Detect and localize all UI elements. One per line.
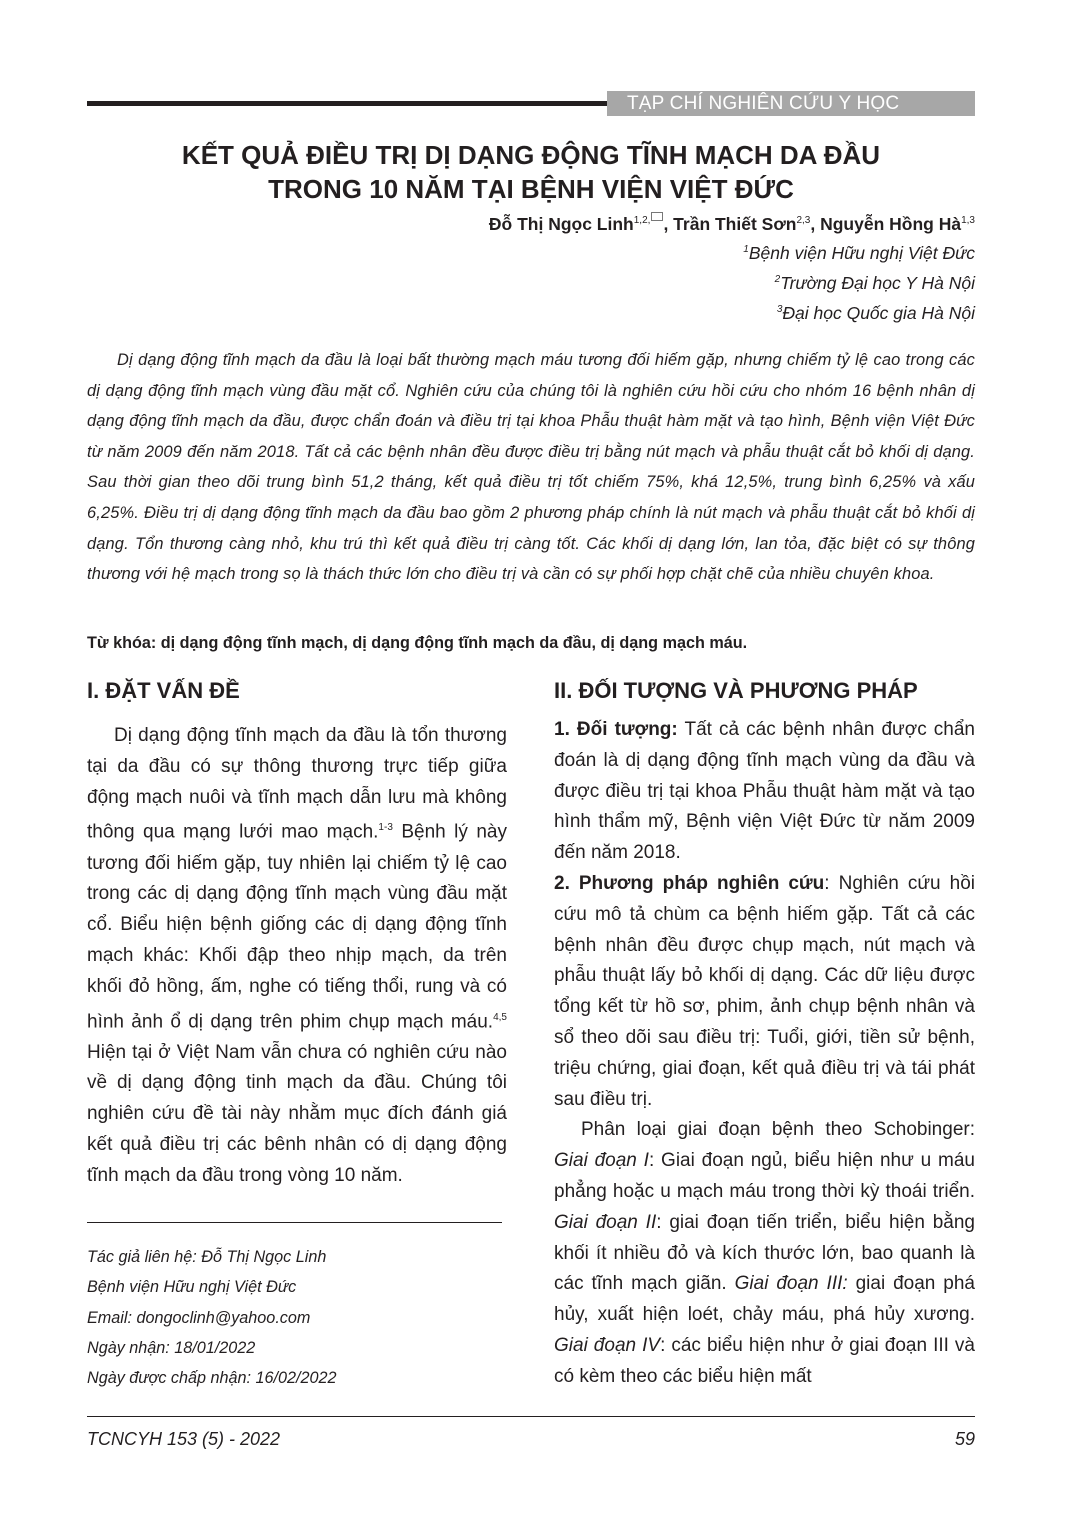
paragraph <box>554 1115 975 1392</box>
affiliation <box>743 243 975 264</box>
keywords: Từ khóa: dị dạng động tĩnh mạch, dị dạng động tĩnh mạch da đầu, dị dạng mạch máu. <box>87 634 748 652</box>
affiliation <box>775 273 975 294</box>
date-received: Ngày nhận: 18/01/2022 <box>87 1338 256 1357</box>
page-number: 59 <box>954 1429 975 1449</box>
correspondence-notes <box>87 1242 337 1393</box>
citation-ref: 4,5 <box>493 1011 507 1023</box>
header-rule <box>87 101 607 106</box>
affiliation-mark: 2 <box>774 274 781 286</box>
title-line-1: KẾT QUẢ ĐIỀU TRỊ DỊ DẠNG ĐỘNG TĨNH MẠCH DA ĐẦU <box>181 140 881 170</box>
affiliation-text: Đại học Quốc gia Hà Nội <box>782 303 975 323</box>
paragraph <box>554 715 975 869</box>
section-2-body <box>554 715 975 1393</box>
envelope-icon <box>651 212 663 221</box>
paragraph-text: giai đoạn phá hủy, xuất hiện loét, chảy máu, phá hủy xương. <box>554 1273 975 1326</box>
paragraph-text: Dị dạng động tĩnh mạch da đầu là tổn thương tại da đầu có sự thông thương trực tiếp giữa động mạch nuôi và tĩnh mạch dẫn lưu mà không thông qua mạng lưới mao mạch. <box>87 725 507 843</box>
contact-email: Email: dongoclinh@yahoo.com <box>87 1308 311 1327</box>
section-heading: I. ĐẶT VẤN ĐỀ <box>87 678 240 703</box>
paragraph-text: Bệnh lý này tương đối hiếm gặp, tuy nhiên lại chiếm tỷ lệ cao trong các dị dạng động tĩnh mạch vùng đầu mặt cổ. Biểu hiện bệnh giống các dị dạng động tĩnh mạch khác: Khối đập theo nhịp mạch, da trên khối đỏ hồng, ấm, nghe có tiếng thổi, rung và có hình ảnh ổ dị dạng trên phim chụp mạch máu. <box>87 821 507 1032</box>
author-affiliation-mark: 1,3 <box>961 215 975 227</box>
paragraph <box>87 721 507 1192</box>
author-list: Đỗ Thị Ngọc Linh$^{1,2,}$ , Trần Thiết Sơn$^{2,3}$, Nguyễn Hồng Hà$^{1,3}$ <box>488 214 975 234</box>
contact-institution: Bệnh viện Hữu nghị Việt Đức <box>87 1278 297 1297</box>
date-accepted: Ngày được chấp nhận: 16/02/2022 <box>87 1369 337 1388</box>
subsection-label: 2. Phương pháp nghiên cứu <box>554 872 825 894</box>
article-title <box>87 138 975 206</box>
author-name: Nguyễn Hồng Hà <box>820 214 962 234</box>
paragraph-text: Hiện tại ở Việt Nam vẫn chưa có nghiên cứu nào về dị dạng động tinh mạch da đầu. Chúng tôi nghiên cứu đề tài này nhằm mục đích đánh giá kết quả điều trị các bênh nhân có dị dạng động tĩnh mạch da đầu trong vòng 10 năm. <box>87 1041 507 1186</box>
stage-label: Giai đoạn I <box>554 1150 649 1172</box>
paragraph <box>554 869 975 1115</box>
section-heading: II. ĐỐI TƯỢNG VÀ PHƯƠNG PHÁP <box>554 678 918 703</box>
subsection-label: 1. Đối tượng: <box>554 719 678 740</box>
paragraph-text: Tất cả các bệnh nhân được chẩn đoán là dị dạng động tĩnh mạch vùng da đầu và được điều trị tại khoa Phẫu thuật hàm mặt và tạo hình thẩm mỹ, Bệnh viện Việt Đức từ năm 2009 đến năm 2018. <box>554 719 975 864</box>
abstract: Dị dạng động tĩnh mạch da đầu là loại bất thường mạch máu tương đối hiếm gặp, nhưng chiếm tỷ lệ cao trong các dị dạng động tĩnh mạch vùng đầu mặt cổ. Nghiên cứu của chúng tôi là nghiên cứu hồi cứu cho nhóm 16 bệnh nhân dị dạng động tĩnh mạch da đầu, được chẩn đoán và điều trị tại khoa Phẫu thuật hàm mặt và tạo hình, Bệnh viện Việt Đức từ năm 2009 đến năm 2018. Tất cả các bệnh nhân đều được điều trị bằng nút mạch và phẫu thuật cắt bỏ khối dị dạng. Sau thời gian theo dõi trung bình 51,2 tháng, kết quả điều trị tốt chiếm 75%, khá 12,5%, trung bình 6,25% và xấu 6,25%. Điều trị dị dạng động tĩnh mạch da đầu bao gồm 2 phương pháp chính là nút mạch và phẫu thuật cắt bỏ khối dị dạng. Tổn thương càng nhỏ, khu trú thì kết quả điều trị càng tốt. Các khối dị dạng lớn, lan tỏa, đặc biệt có sự thông thương với hệ mạch trong sọ là thách thức lớn cho điều trị và cần có sự phối hợp chặt chẽ của nhiều chuyên khoa. <box>87 351 975 584</box>
affiliation <box>777 303 975 324</box>
stage-label: Giai đoạn III: <box>734 1273 848 1295</box>
author-affiliation-mark: 2,3 <box>796 215 811 227</box>
paragraph-text: : Nghiên cứu hồi cứu mô tả chùm ca bệnh hiếm gặp. Tất cả các bệnh nhân đều được chụp mạch, nút mạch và phẫu thuật lấy bỏ khối dị dạng. Các dữ liệu được tổng kết từ hồ sơ, phim, ảnh chụp bệnh nhân và sổ theo dõi sau điều trị: Tuổi, giới, tiền sử bệnh, triệu chứng, giai đoạn, kết quả điều trị và tái phát sau điều trị. <box>554 872 975 1110</box>
affiliation-mark: 3 <box>776 304 783 316</box>
journal-name-banner <box>607 91 975 116</box>
title-line-2: TRONG 10 NĂM TẠI BỆNH VIỆN VIỆT ĐỨC <box>268 174 794 204</box>
paragraph-text: Phân loại giai đoạn bệnh theo Schobinger: <box>581 1119 975 1141</box>
section-1-body <box>87 721 507 1192</box>
affiliation-text: Trường Đại học Y Hà Nội <box>780 273 975 293</box>
author-name: Đỗ Thị Ngọc Linh <box>488 214 634 234</box>
footer-rule <box>87 1416 975 1417</box>
contact-author: Tác giả liên hệ: Đỗ Thị Ngọc Linh <box>87 1248 327 1266</box>
stage-label: Giai đoạn II <box>554 1211 657 1233</box>
paragraph-text: : giai đoạn tiến triển, biểu hiện bằng khối ít nhiều đỏ và kích thước lớn, bao quanh là các tĩnh mạch giãn. <box>554 1211 976 1295</box>
paragraph-text: : các biểu hiện như ở giai đoạn III và có kèm theo các biểu hiện mất <box>554 1334 975 1387</box>
paragraph-text: : Giai đoạn ngủ, biểu hiện như u máu phẳng hoặc u mạch máu trong thời kỳ thoái triển. <box>554 1150 975 1202</box>
stage-label: Giai đoạn IV <box>554 1334 661 1356</box>
author-name: Trần Thiết Sơn <box>673 214 797 234</box>
journal-name: TẠP CHÍ NGHIÊN CỨU Y HỌC <box>627 93 900 114</box>
journal-issue: TCNCYH 153 (5) - 2022 <box>87 1429 281 1449</box>
footnote-rule <box>87 1222 502 1223</box>
author-affiliation-mark: 1,2, <box>633 215 651 227</box>
citation-ref: 1-3 <box>378 822 393 834</box>
affiliation-text: Bệnh viện Hữu nghị Việt Đức <box>748 243 975 263</box>
affiliation-mark: 1 <box>743 244 749 256</box>
